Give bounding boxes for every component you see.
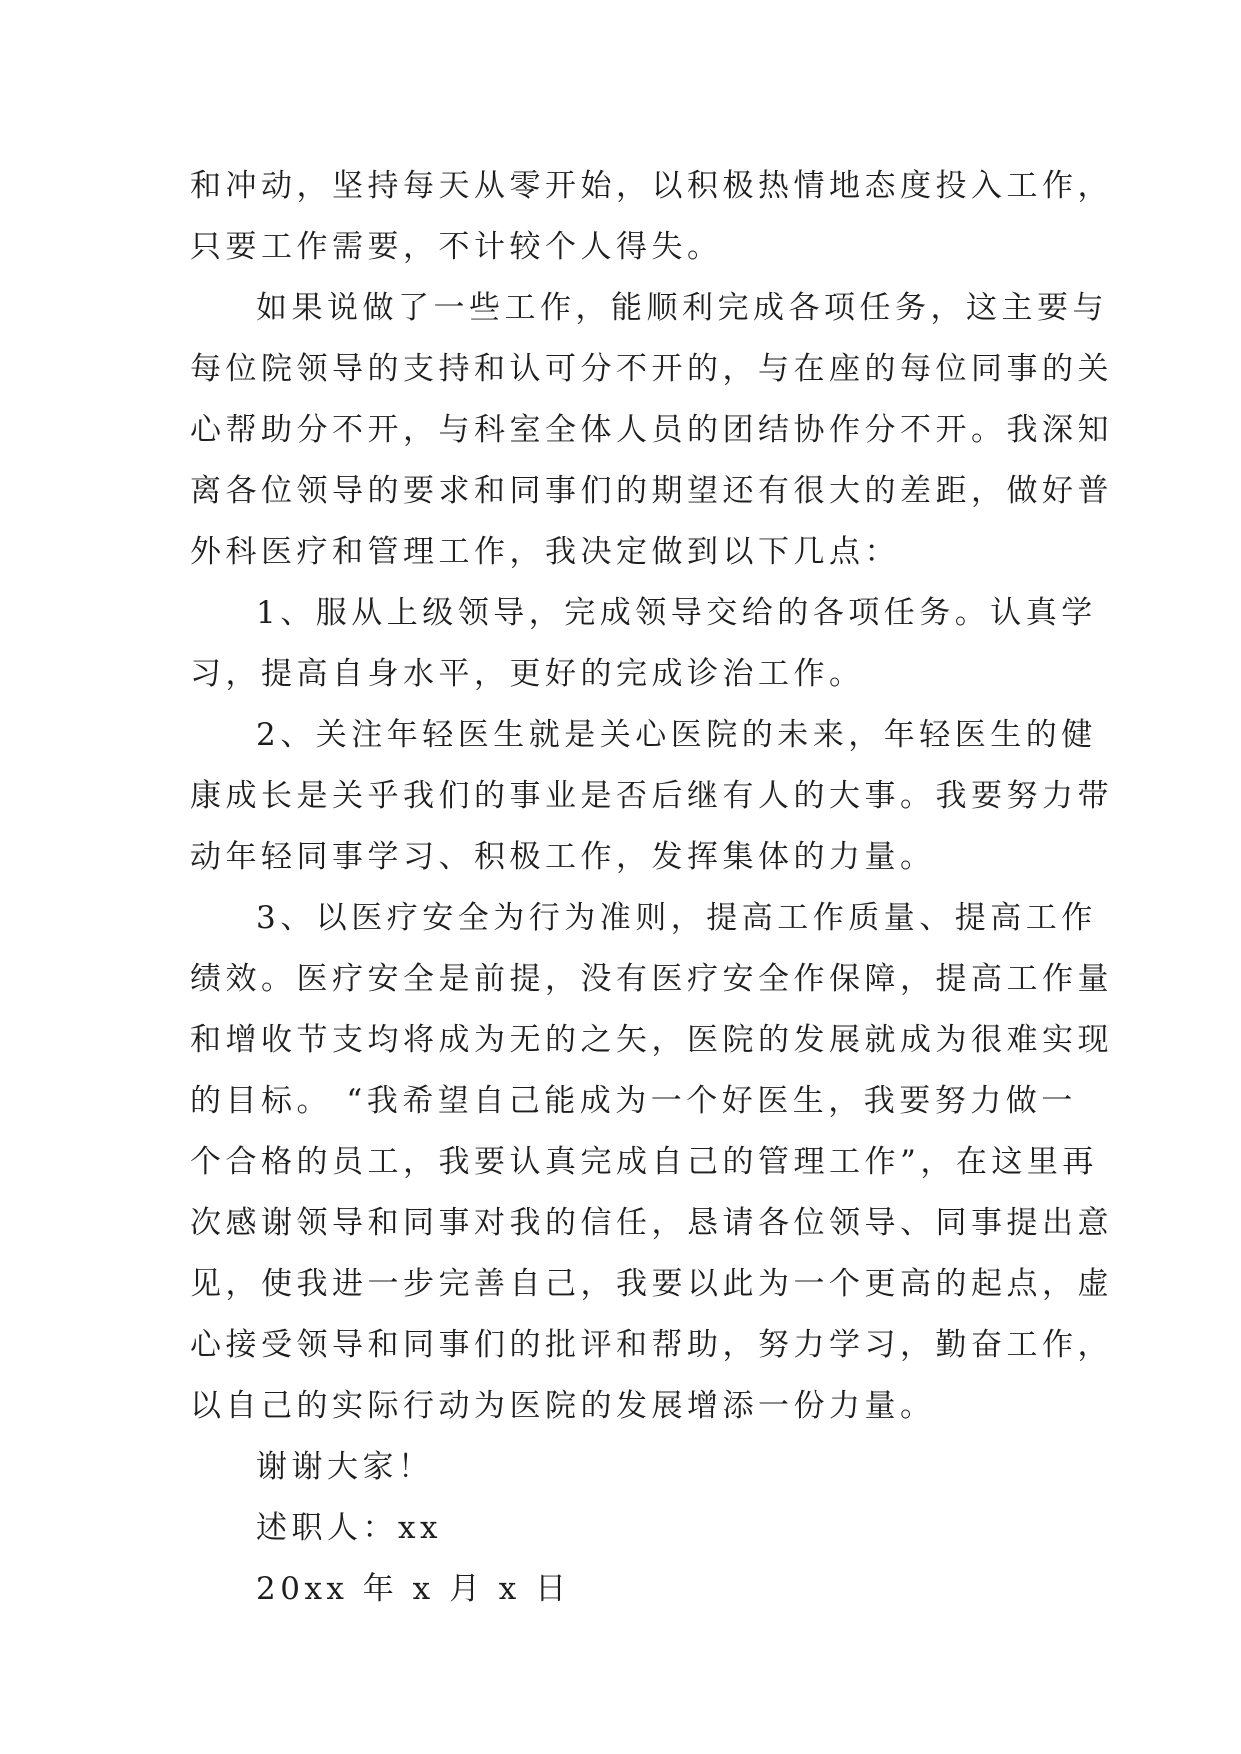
text-line: 心接受领导和同事们的批评和帮助，努力学习，勤奋工作， (190, 1327, 1113, 1363)
text-line: 只要工作需要，不计较个人得失。 (190, 229, 723, 265)
text-line: 离各位领导的要求和同事们的期望还有很大的差距，做好普 (190, 473, 1113, 509)
date-line: 20xx 年 x 月 x 日 (256, 1571, 571, 1607)
list-item-2-start: 2、关注年轻医生就是关心医院的未来，年轻医生的健 (256, 717, 1097, 753)
text-line: 个合格的员工，我要认真完成自己的管理工作”，在这里再 (190, 1144, 1098, 1180)
text-line: 心帮助分不开，与科室全体人员的团结协作分不开。我深知 (190, 412, 1113, 448)
signature-line: 述职人：xx (256, 1510, 442, 1546)
text-line: 和冲动，坚持每天从零开始，以积极热情地态度投入工作， (190, 168, 1113, 204)
text-line: 动年轻同事学习、积极工作，发挥集体的力量。 (190, 839, 936, 875)
document-body (190, 156, 1113, 1620)
list-item-3-start: 3、以医疗安全为行为准则，提高工作质量、提高工作 (256, 900, 1097, 936)
text-line: 康成长是关乎我们的事业是否后继有人的大事。我要努力带 (190, 778, 1113, 814)
text-line: 的目标。 “我希望自己能成为一个好医生，我要努力做一 (190, 1083, 1077, 1119)
text-line: 每位院领导的支持和认可分不开的，与在座的每位同事的关 (190, 351, 1113, 387)
text-line: 外科医疗和管理工作，我决定做到以下几点： (190, 534, 900, 570)
thanks-line: 谢谢大家！ (256, 1449, 434, 1485)
text-line: 见，使我进一步完善自己，我要以此为一个更高的起点，虚 (190, 1266, 1113, 1302)
list-item-1-start: 1、服从上级领导，完成领导交给的各项任务。认真学 (256, 595, 1097, 631)
text-line: 次感谢领导和同事对我的信任，恳请各位领导、同事提出意 (190, 1205, 1113, 1241)
text-line: 习，提高自身水平，更好的完成诊治工作。 (190, 656, 865, 692)
text-line: 绩效。医疗安全是前提，没有医疗安全作保障，提高工作量 (190, 961, 1113, 997)
paragraph-start-line: 如果说做了一些工作，能顺利完成各项任务，这主要与 (256, 290, 1108, 326)
text-line: 以自己的实际行动为医院的发展增添一份力量。 (190, 1388, 936, 1424)
text-line: 和增收节支均将成为无的之矢，医院的发展就成为很难实现 (190, 1022, 1113, 1058)
